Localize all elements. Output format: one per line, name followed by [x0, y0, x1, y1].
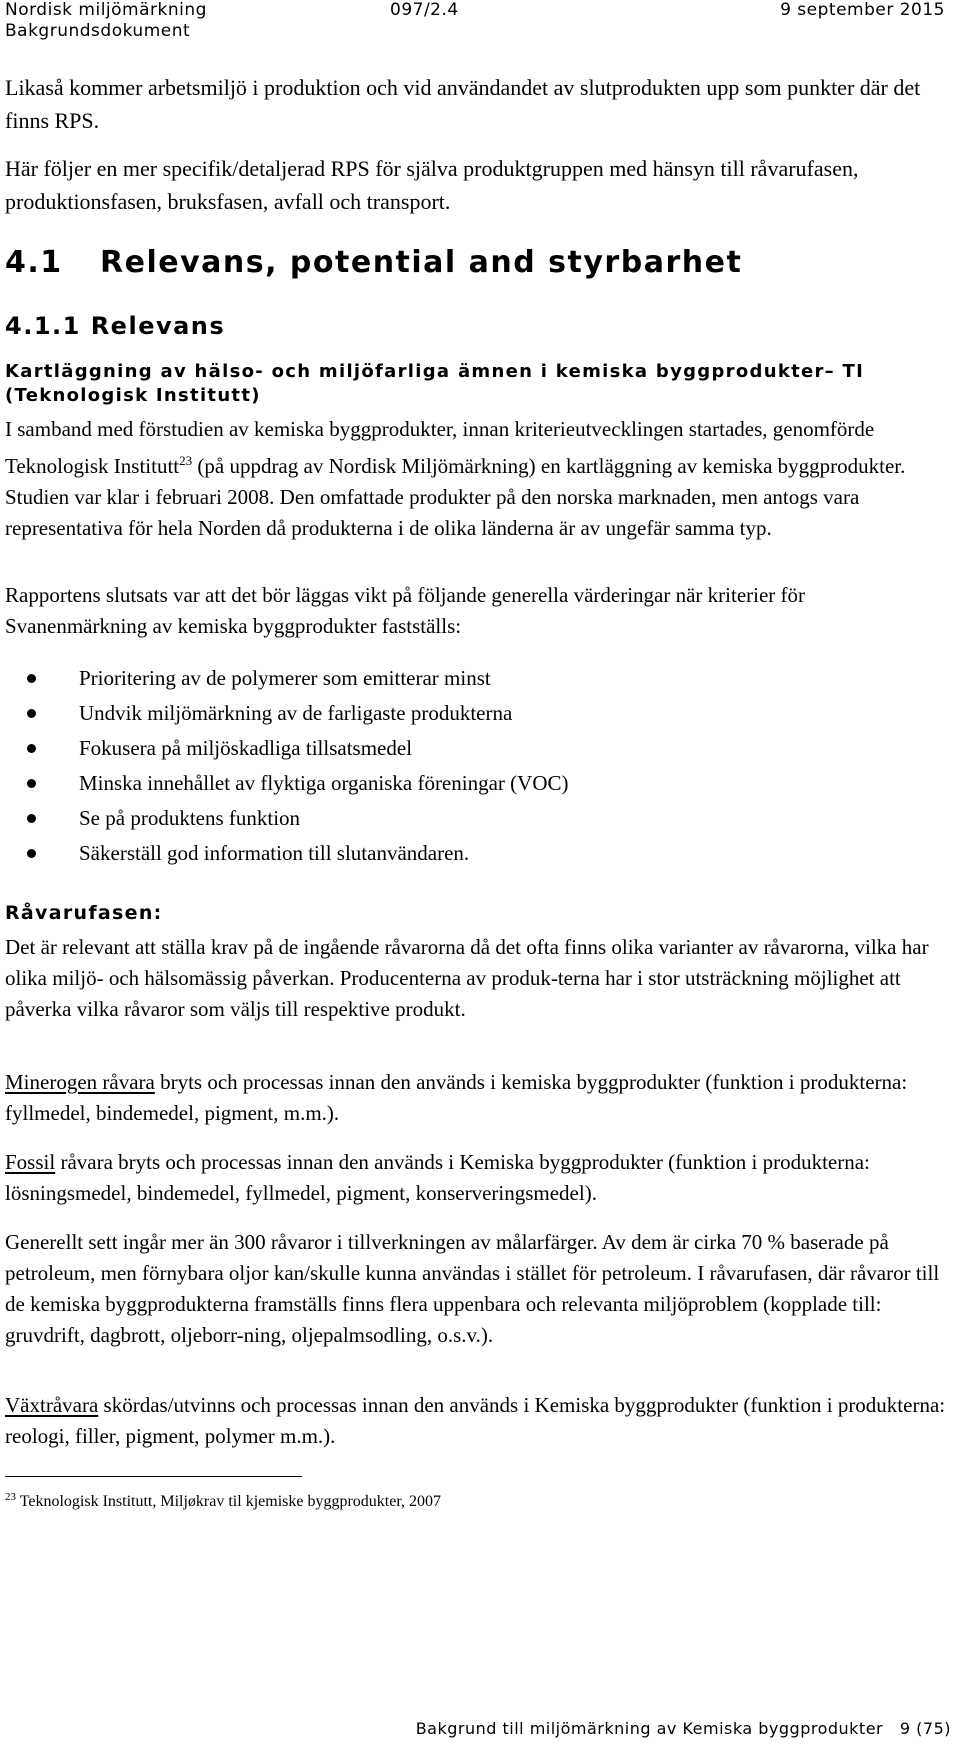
footnote-reference[interactable]: 23 — [179, 453, 193, 468]
intro-paragraph-2: Här följer en mer specifik/detaljerad RPS för själva produktgruppen med hänsyn till råvarufasen, produktionsfasen, bruksfasen, avfall och transport. — [5, 156, 859, 214]
list-item-text: Minska innehållet av flyktiga organiska föreningar (VOC) — [79, 771, 569, 795]
section-heading — [5, 245, 742, 280]
mapping-heading: Kartläggning av hälso- och miljöfarliga ämnen i kemiska byggprodukter– TI (Teknologisk Institutt) — [5, 361, 865, 406]
general-paragraph: Generellt sett ingår mer än 300 råvaror i tillverkningen av målarfärger. Av dem är cirka 70 % baserade på petroleum, men förnybara oljor kan/skulle kunna användas i stället för petroleum. I råvarufasen, där råvaror till de kemiska byggprodukterna framställs finns flera uppenbara och relevanta miljöproblem (kopplade till: gruvdrift, dagbrott, oljeborr-ning, oljepalmsodling, o.s.v.). — [5, 1230, 940, 1347]
footnote-divider — [5, 1476, 302, 1477]
list-item-text: Se på produktens funktion — [79, 806, 301, 830]
bullet-icon — [27, 674, 36, 683]
conclusion-intro: Rapportens slutsats var att det bör läggas vikt på följande generella värderingar när kriterier för Svanenmärkning av kemiska byggprodukter fastställs: — [5, 583, 806, 638]
fossil-term: Fossil — [5, 1150, 56, 1174]
mapping-text-b: (på uppdrag av Nordisk Miljömärkning) en kartläggning av kemiska byggprodukter. Studien var klar i februari 2008. Den omfattade produkter på den norska marknaden, men antogs vara representativa för hela Norden då produkterna i de olika länderna är av ungefär samma typ. — [5, 454, 906, 540]
fossil-paragraph — [5, 1147, 951, 1209]
subsection-heading — [5, 312, 225, 340]
list-item — [5, 766, 951, 801]
mineral-paragraph — [5, 1067, 951, 1129]
list-item — [5, 801, 951, 836]
plant-term: Växtråvara — [5, 1393, 99, 1417]
bullet-icon — [27, 779, 36, 788]
bullet-icon — [27, 849, 36, 858]
raw-phase-paragraph: Det är relevant att ställa krav på de ingående råvarorna då det ofta finns olika varianter av råvarorna, vilka har olika miljö- och hälsomässig påverkan. Producenterna av produk-terna har i stor utsträckning möjlighet att påverka vilka råvaror som väljs till respektive produkt. — [5, 935, 929, 1021]
mineral-term: Minerogen råvara — [5, 1070, 155, 1094]
list-item — [5, 836, 951, 871]
list-item-text: Fokusera på miljöskadliga tillsatsmedel — [79, 736, 413, 760]
header-org: Nordisk miljömärkning — [5, 0, 207, 20]
mineral-text: bryts och processas innan den används i kemiska byggprodukter (funktion i produkterna: fyllmedel, bindemedel, pigment, m.m.). — [5, 1070, 908, 1125]
footnote-text: Teknologisk Institutt, Miljøkrav til kjemiske byggprodukter, 2007 — [16, 1493, 442, 1510]
page-number: 9 (75) — [899, 1719, 951, 1738]
bullet-icon — [27, 744, 36, 753]
footnote — [5, 1491, 441, 1511]
section-title: Relevans, potential and styrbarhet — [100, 245, 743, 280]
plant-text: skördas/utvinns och processas innan den används i Kemiska byggprodukter (funktion i produkterna: reologi, filler, pigment, polymer m.m.). — [5, 1393, 946, 1448]
footnote-number: 23 — [5, 1491, 16, 1503]
bullet-icon — [27, 709, 36, 718]
raw-phase-heading: Råvarufasen: — [5, 902, 163, 924]
list-item-text: Prioritering av de polymerer som emitterar minst — [79, 666, 491, 690]
list-item — [5, 731, 951, 766]
mapping-text-a: I samband med förstudien av kemiska byggprodukter, innan kriterieutvecklingen startades, genomförde Teknologisk Institutt — [5, 417, 875, 478]
mapping-paragraph — [5, 414, 951, 544]
list-item — [5, 661, 951, 696]
section-number: 4.1 — [5, 245, 63, 280]
subsection-title: Relevans — [90, 312, 226, 340]
list-item-text: Säkerställ god information till slutanvändaren. — [79, 841, 470, 865]
page-footer — [416, 1719, 951, 1738]
footer-title: Bakgrund till miljömärkning av Kemiska byggprodukter — [415, 1719, 884, 1738]
bullet-icon — [27, 814, 36, 823]
fossil-text: råvara bryts och processas innan den används i Kemiska byggprodukter (funktion i produkterna: lösningsmedel, bindemedel, fyllmedel, pigment, konserveringsmedel). — [5, 1150, 870, 1205]
conclusion-list — [5, 661, 951, 871]
header-doc-number: 097/2.4 — [390, 0, 459, 20]
header-doc-type: Bakgrundsdokument — [5, 21, 191, 41]
list-item — [5, 696, 951, 731]
list-item-text: Undvik miljömärkning av de farligaste produkterna — [79, 701, 513, 725]
subsection-number: 4.1.1 — [5, 312, 81, 340]
intro-paragraph-1: Likaså kommer arbetsmiljö i produktion och vid användandet av slutprodukten upp som punkter där det finns RPS. — [5, 75, 921, 133]
page-header — [5, 0, 951, 42]
header-date: 9 september 2015 — [780, 0, 945, 20]
plant-paragraph — [5, 1390, 951, 1452]
